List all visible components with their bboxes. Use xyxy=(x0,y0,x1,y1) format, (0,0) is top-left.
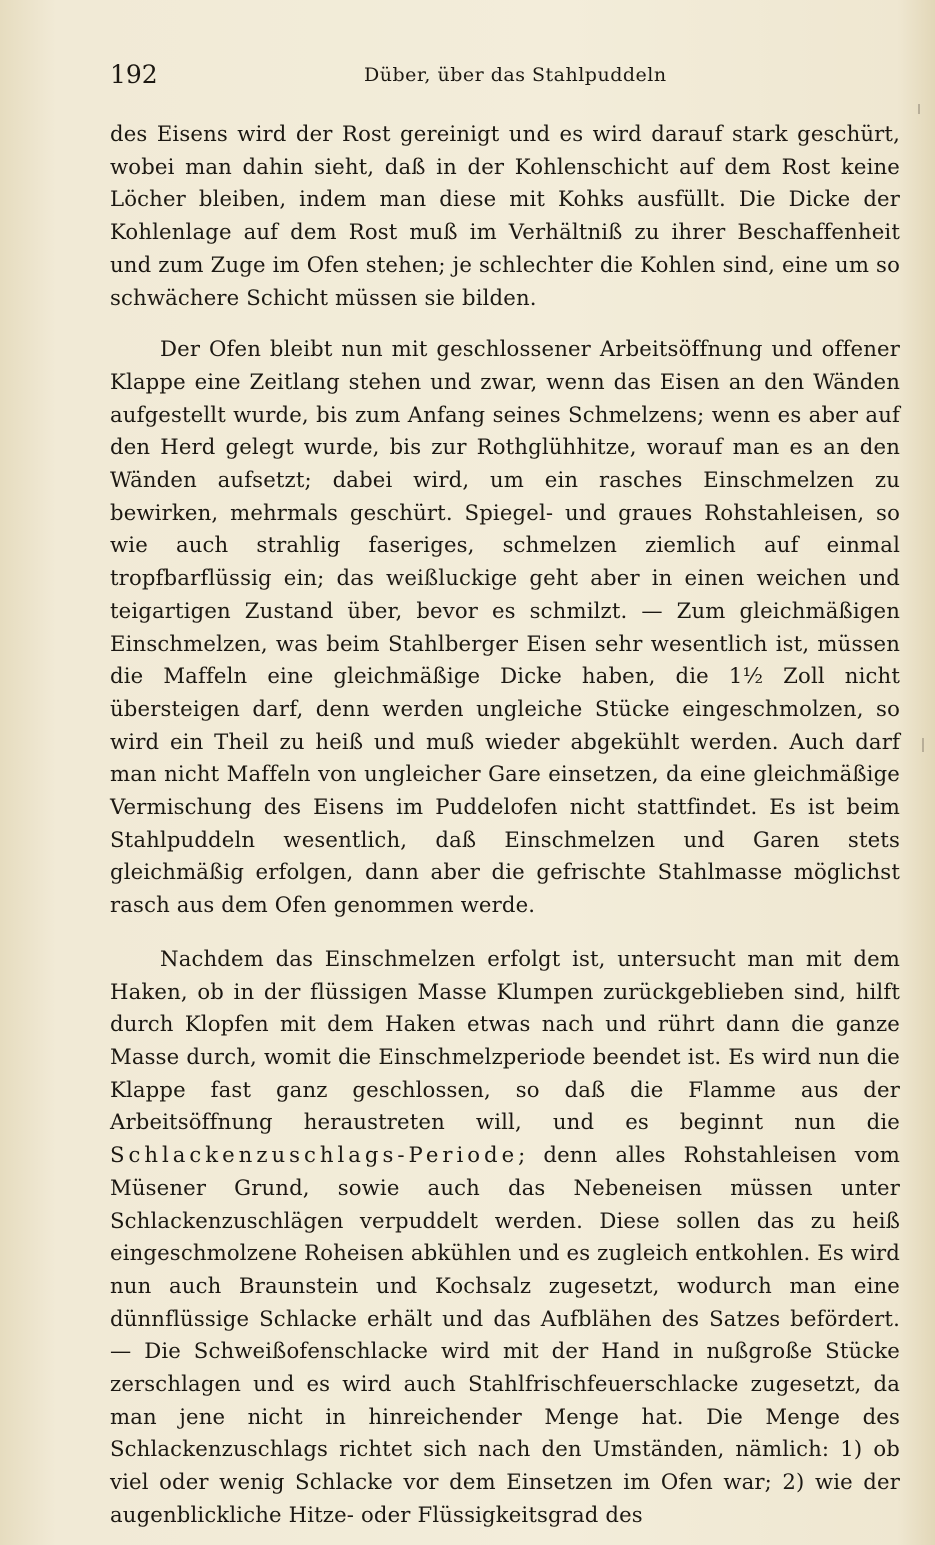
margin-mark xyxy=(918,104,920,114)
paragraph-3-emphasis: Schlackenzuschlags-Periode xyxy=(110,1142,519,1168)
paragraph-1: des Eisens wird der Rost gereinigt und es wird darauf stark geschürt, wobei man dahin sieht, daß in der Kohlenschicht auf dem Rost keine Löcher bleiben, indem man diese mit Kohks ausfüllt. Die Dicke der Kohlenlage auf dem Rost muß im Verhältniß zu ihrer Beschaffenheit und zum Zuge im Ofen stehen; je schlechter die Kohlen sind, eine um so schwächere Schicht müssen sie bilden. xyxy=(110,121,900,310)
paragraph-2: Der Ofen bleibt nun mit geschlossener Arbeitsöffnung und offener Klappe eine Zeitlang stehen und zwar, wenn das Eisen an den Wänden aufgestellt wurde, bis zum Anfang seines Schmelzens; wenn es aber auf den Herd gelegt wurde, bis zur Rothglühhitze, worauf man es an den Wänden aufsetzt; dabei wird, um ein rasches Einschmelzen zu bewirken, mehrmals geschürt. Spiegel- und graues Rohstahleisen, so wie auch strahlig faseriges, schmelzen ziemlich auf einmal tropfbarflüssig ein; das weißluckige geht aber in einen weichen und teigartigen Zustand über, bevor es schmilzt. — Zum gleichmäßigen Einschmelzen, was beim Stahlberger Eisen sehr wesentlich ist, müssen die Maffeln eine gleichmäßige Dicke haben, die 1½ Zoll nicht übersteigen darf, denn werden ungleiche Stücke eingeschmolzen, so wird ein Theil zu heiß und muß wieder abgekühlt werden. Auch darf man nicht Maffeln von ungleicher Gare einsetzen, da eine gleichmäßige Vermischung des Eisens im Puddelofen nicht stattfindet. Es ist beim Stahlpuddeln wesentlich, daß Einschmelzen und Garen stets gleichmäßig erfolgen, dann aber die gefrischte Stahlmasse möglichst rasch aus dem Ofen genommen werde. xyxy=(110,336,900,918)
margin-mark xyxy=(922,738,924,752)
page-header xyxy=(110,60,900,96)
paragraph-3 xyxy=(110,943,900,1532)
body-text xyxy=(110,118,900,1532)
paragraph-3-text-after: ; denn alles Rohstahleisen vom Müsener Grund, sowie auch das Nebeneisen müssen unter Schlackenzuschlägen verpuddelt werden. Diese sollen das zu heiß eingeschmolzene Roheisen abkühlen und es zugleich entkohlen. Es wird nun auch Braunstein und Kochsalz zugesetzt, wodurch man eine dünnflüssige Schlacke erhält und das Aufblähen des Satzes befördert. — Die Schweißofenschlacke wird mit der Hand in nußgroße Stücke zerschlagen und es wird auch Stahlfrischfeuerschlacke zugesetzt, da man jene nicht in hinreichender Menge hat. Die Menge des Schlackenzuschlags richtet sich nach den Umständen, nämlich: 1) ob viel oder wenig Schlacke vor dem Einsetzen im Ofen war; 2) wie der augenblickliche Hitze- oder Flüssigkeitsgrad des xyxy=(110,1142,900,1527)
page-number: 192 xyxy=(110,60,158,89)
paragraph-3-text-before: Nachdem das Einschmelzen erfolgt ist, untersucht man mit dem Haken, ob in der flüssigen Masse Klumpen zurückgeblieben sind, hilft durch Klopfen mit dem Haken etwas nach und rührt dann die ganze Masse durch, womit die Einschmelzperiode beendet ist. Es wird nun die Klappe fast ganz geschlossen, so daß die Flamme aus der Arbeitsöffnung heraustreten will, und es beginnt nun die xyxy=(110,945,900,1135)
running-head: Düber, über das Stahlpuddeln xyxy=(364,64,667,86)
